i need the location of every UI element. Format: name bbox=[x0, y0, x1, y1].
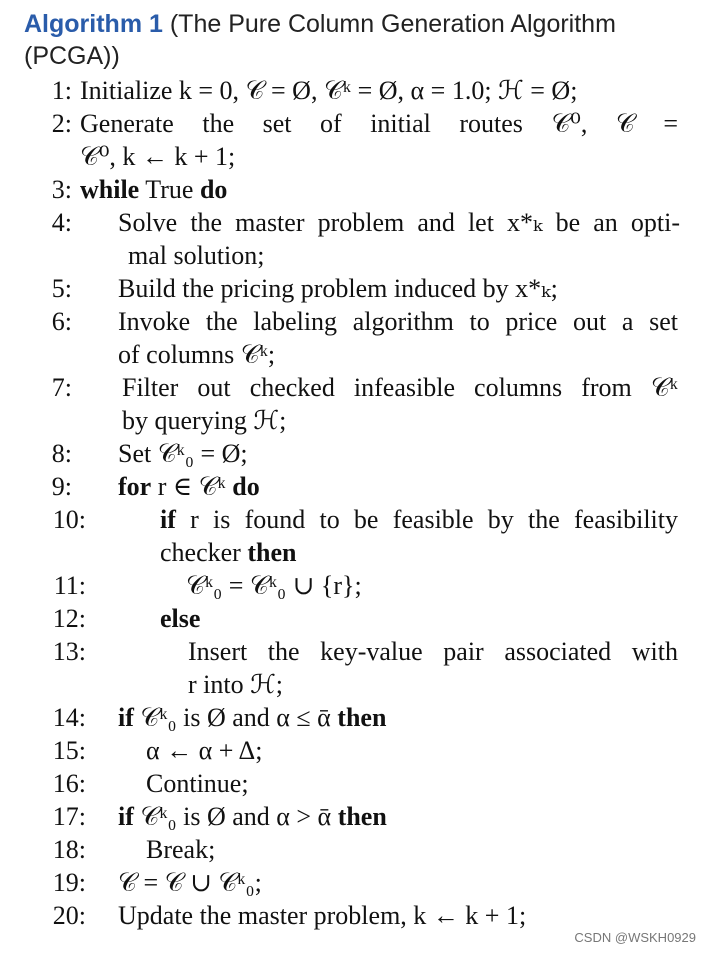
line-number: 12: bbox=[52, 604, 86, 633]
statement: Invoke the labeling algorithm to price out a set bbox=[118, 307, 678, 336]
line-text bbox=[118, 801, 387, 833]
line-number: 13: bbox=[52, 637, 86, 666]
algorithm-line bbox=[0, 636, 712, 670]
keyword: then bbox=[337, 802, 387, 831]
line-text bbox=[128, 240, 265, 272]
algorithm-line bbox=[0, 273, 712, 307]
algorithm-line bbox=[0, 867, 712, 901]
line-text bbox=[80, 108, 678, 140]
algorithm-line bbox=[0, 405, 712, 439]
statement: 𝒞ᵏ₀ is Ø and α > ᾱ bbox=[133, 802, 338, 831]
statement: Set 𝒞ᵏ₀ = Ø; bbox=[118, 439, 248, 468]
line-number: 14: bbox=[52, 703, 86, 732]
line-number: 5: bbox=[51, 274, 72, 303]
statement: 𝒞ᵏ₀ is Ø and α ≤ ᾱ bbox=[133, 703, 338, 732]
line-text bbox=[186, 570, 362, 602]
line-number: 4: bbox=[51, 208, 72, 237]
line-text bbox=[122, 405, 286, 437]
keyword: if bbox=[160, 505, 176, 534]
line-text bbox=[118, 273, 558, 305]
algorithm-line bbox=[0, 438, 712, 472]
line-text bbox=[80, 75, 577, 107]
line-text bbox=[118, 438, 248, 470]
line-text bbox=[146, 834, 215, 866]
statement: 𝒞⁰, k ← k + 1; bbox=[80, 142, 236, 171]
line-number: 7: bbox=[51, 373, 72, 402]
line-text bbox=[146, 735, 262, 767]
algorithm-line bbox=[0, 471, 712, 505]
line-text bbox=[188, 636, 678, 668]
statement: Break; bbox=[146, 835, 216, 864]
algorithm-line bbox=[0, 504, 712, 538]
algorithm-name-line2: (PCGA)) bbox=[24, 42, 120, 70]
statement: 𝒞 = 𝒞 ∪ 𝒞ᵏ₀; bbox=[118, 868, 262, 897]
algorithm-line bbox=[0, 240, 712, 274]
algorithm-line bbox=[0, 141, 712, 175]
statement: Continue; bbox=[146, 769, 249, 798]
keyword: do bbox=[232, 472, 260, 501]
statement: r into ℋ; bbox=[188, 670, 284, 699]
algorithm-line bbox=[0, 75, 712, 109]
line-text bbox=[160, 603, 200, 635]
algorithm-line bbox=[0, 900, 712, 934]
algorithm-line bbox=[0, 603, 712, 637]
statement: Update the master problem, k ← k + 1; bbox=[118, 901, 527, 930]
line-text bbox=[160, 504, 678, 536]
line-number: 8: bbox=[51, 439, 72, 468]
watermark: CSDN @WSKH0929 bbox=[574, 930, 696, 945]
line-text bbox=[146, 768, 249, 800]
algorithm-line bbox=[0, 669, 712, 703]
algorithm-line bbox=[0, 702, 712, 736]
keyword: else bbox=[160, 604, 201, 633]
line-text bbox=[160, 537, 296, 569]
line-number: 19: bbox=[52, 868, 86, 897]
line-number: 11: bbox=[53, 571, 86, 600]
keyword: then bbox=[247, 538, 297, 567]
statement: Solve the master problem and let x*ₖ be an opti- bbox=[118, 208, 680, 237]
line-number: 18: bbox=[52, 835, 86, 864]
algorithm-name: (The Pure Column Generation Algorithm bbox=[169, 10, 616, 38]
line-number: 9: bbox=[51, 472, 72, 501]
line-text bbox=[80, 141, 235, 173]
algorithm-line bbox=[0, 570, 712, 604]
algorithm-line bbox=[0, 768, 712, 802]
line-text bbox=[188, 669, 283, 701]
algorithm-line bbox=[0, 735, 712, 769]
statement: Build the pricing problem induced by x*ₖ; bbox=[118, 274, 558, 303]
statement: 𝒞ᵏ₀ = 𝒞ᵏ₀ ∪ {r}; bbox=[186, 571, 362, 600]
statement: r is found to be feasible by the feasibility bbox=[175, 505, 678, 534]
keyword: do bbox=[199, 175, 228, 204]
line-number: 3: bbox=[51, 175, 72, 204]
line-number: 15: bbox=[52, 736, 86, 765]
line-text bbox=[118, 900, 526, 932]
line-text bbox=[118, 867, 262, 899]
line-text bbox=[122, 372, 678, 404]
algorithm-line bbox=[0, 834, 712, 868]
statement: checker bbox=[160, 538, 248, 567]
algorithm-label: Algorithm 1 bbox=[24, 10, 163, 38]
keyword: if bbox=[118, 703, 134, 732]
line-text bbox=[80, 174, 227, 206]
algorithm-line bbox=[0, 108, 712, 142]
keyword: while bbox=[80, 175, 140, 204]
statement: True bbox=[139, 175, 200, 204]
statement: mal solution; bbox=[128, 241, 265, 270]
line-text bbox=[118, 471, 260, 503]
algorithm-line bbox=[0, 207, 712, 241]
line-text bbox=[118, 339, 275, 371]
algorithm-line bbox=[0, 537, 712, 571]
algorithm-line bbox=[0, 801, 712, 835]
keyword: if bbox=[118, 802, 134, 831]
line-text bbox=[118, 702, 386, 734]
line-number: 1: bbox=[51, 76, 72, 105]
line-number: 6: bbox=[51, 307, 72, 336]
line-number: 16: bbox=[52, 769, 86, 798]
line-number: 10: bbox=[52, 505, 86, 534]
statement: Initialize k = 0, 𝒞 = Ø, 𝒞ᵏ = Ø, α = 1.0; ℋ = Ø; bbox=[80, 76, 578, 105]
statement: Filter out checked infeasible columns from 𝒞ᵏ bbox=[122, 373, 678, 402]
statement: α ← α + Δ; bbox=[146, 736, 263, 765]
statement: of columns 𝒞ᵏ; bbox=[118, 340, 276, 369]
line-text bbox=[118, 207, 680, 239]
keyword: then bbox=[337, 703, 387, 732]
line-number: 20: bbox=[52, 901, 86, 930]
statement: Generate the set of initial routes 𝒞⁰, 𝒞 = bbox=[80, 109, 678, 138]
statement: by querying ℋ; bbox=[122, 406, 287, 435]
algorithm-line bbox=[0, 174, 712, 208]
line-number: 2: bbox=[51, 109, 72, 138]
algorithm-line bbox=[0, 306, 712, 340]
line-text bbox=[118, 306, 678, 338]
keyword: for bbox=[118, 472, 152, 501]
algorithm-line bbox=[0, 372, 712, 406]
line-number: 17: bbox=[52, 802, 86, 831]
statement: r ∈ 𝒞ᵏ bbox=[151, 472, 233, 501]
statement: Insert the key-value pair associated with bbox=[188, 637, 678, 666]
algorithm-title bbox=[24, 8, 684, 72]
algorithm-line bbox=[0, 339, 712, 373]
